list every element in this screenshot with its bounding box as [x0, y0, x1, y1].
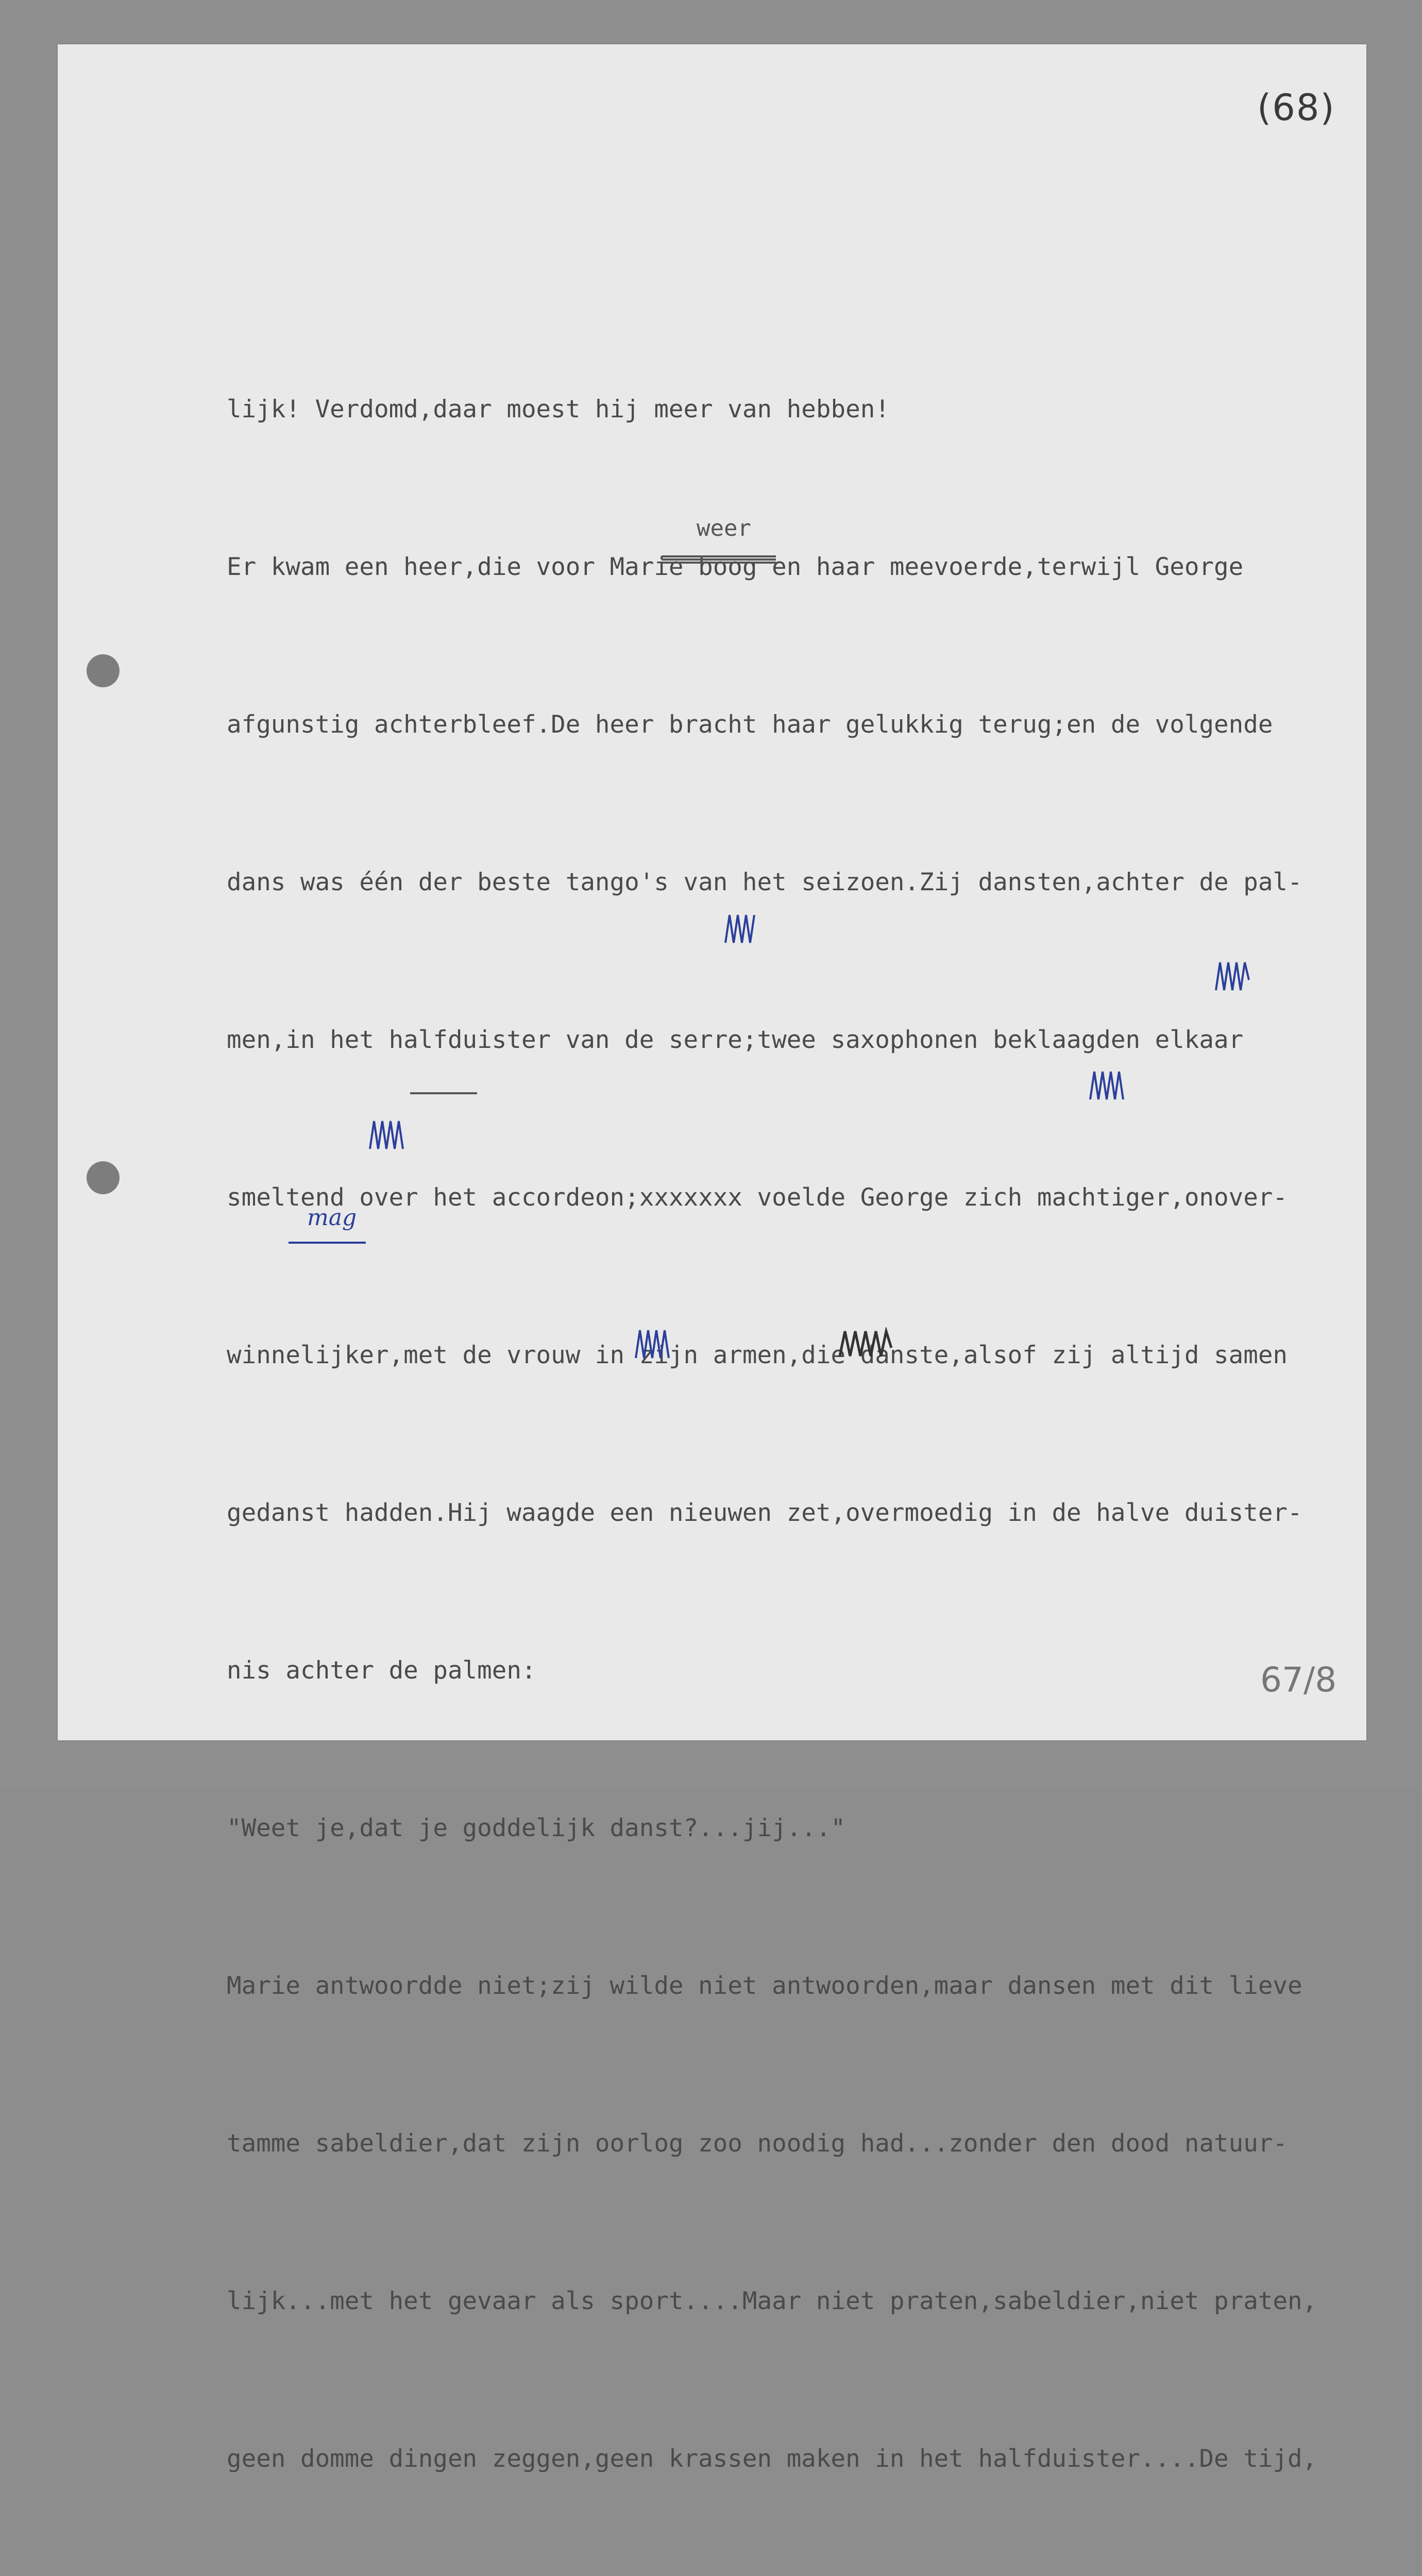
- pen-mark: [633, 1327, 674, 1363]
- body-text: [227, 278, 1381, 2576]
- pen-mark: [1213, 959, 1254, 995]
- text-line: lijk! Verdomd,daar moest hij meer van hebben!: [227, 395, 890, 423]
- text-line: smeltend over het accordeon;xxxxxxx voelde George zich machtiger,onover-: [227, 1183, 1288, 1212]
- text-line: lijk...met het gevaar als sport....Maar niet praten,sabeldier,niet praten,: [227, 2287, 1317, 2315]
- strikeout-line: [289, 1242, 366, 1244]
- pen-mark: [1087, 1069, 1128, 1105]
- text-line: "Weet je,dat je goddelijk danst?...jij...": [227, 1814, 846, 1842]
- strikeout-mark: [659, 549, 778, 570]
- typed-correction-weer: weer: [697, 515, 751, 541]
- pen-mark: [722, 912, 758, 948]
- punch-hole-bottom: [87, 1161, 120, 1194]
- pen-mark: [367, 1118, 408, 1154]
- text-line: men,in het halfduister van de serre;twee saxophonen beklaagden elkaar: [227, 1026, 1244, 1054]
- text-line: winnelijker,met de vrouw in zijn armen,die danste,alsof zij altijd samen: [227, 1341, 1288, 1369]
- folio-number: 67/8: [1260, 1660, 1337, 1700]
- text-line: geen domme dingen zeggen,geen krassen maken in het halfduister....De tijd,: [227, 2445, 1317, 2473]
- punch-hole-top: [87, 654, 120, 687]
- text-line: afgunstig achterbleef.De heer bracht haar gelukkig terug;en de volgende: [227, 710, 1273, 739]
- text-line: dans was één der beste tango's van het seizoen.Zij dansten,achter de pal-: [227, 868, 1302, 896]
- text-line: gedanst hadden.Hij waagde een nieuwen zet,overmoedig in de halve duister-: [227, 1499, 1302, 1527]
- text-line: tamme sabeldier,dat zijn oorlog zoo noodig had...zonder den dood natuur-: [227, 2129, 1288, 2158]
- page-number: (68): [1257, 87, 1335, 129]
- handwritten-correction-mag: mag: [307, 1205, 357, 1231]
- text-line: Marie antwoordde niet;zij wilde niet antwoorden,maar dansen met dit lieve: [227, 1972, 1302, 2000]
- text-line: nis achter de palmen:: [227, 1656, 536, 1685]
- pen-mark: [838, 1327, 894, 1363]
- underline-mark: [410, 1092, 477, 1094]
- text-line: Er kwam een heer,die voor Marie boog en haar meevoerde,terwijl George: [227, 553, 1244, 581]
